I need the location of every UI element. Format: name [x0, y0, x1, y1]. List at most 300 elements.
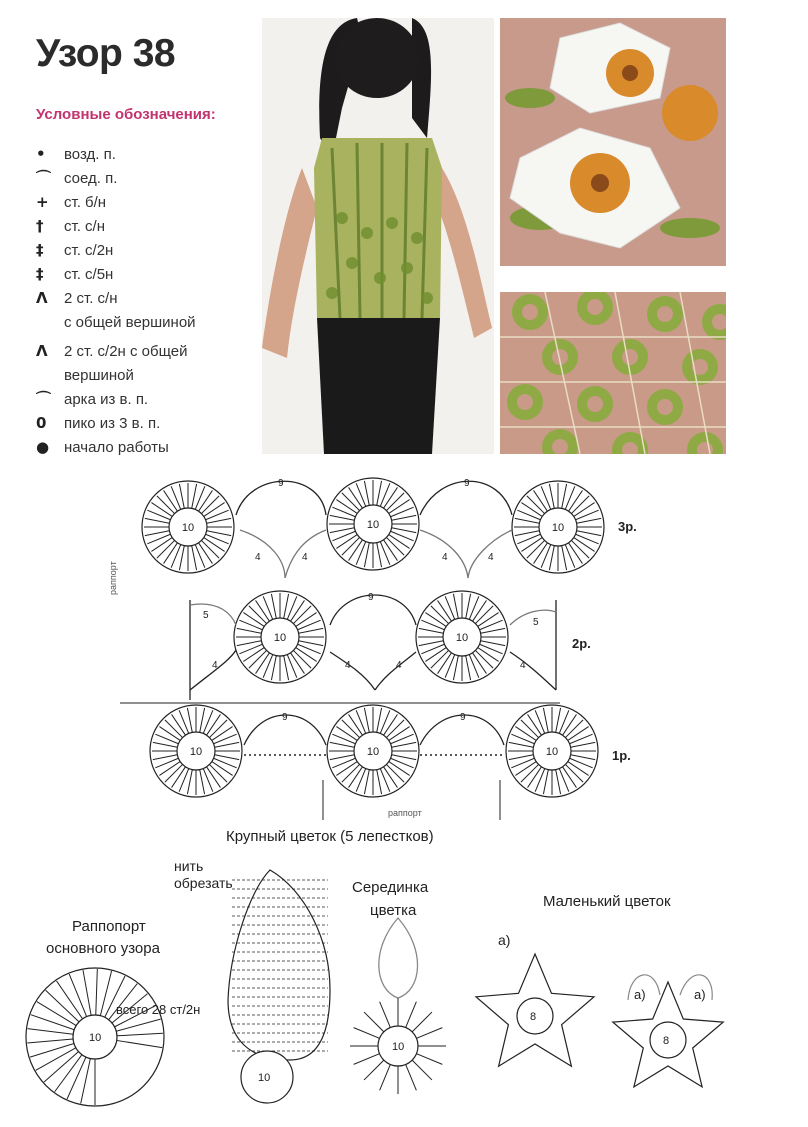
- arc-4: [510, 652, 556, 690]
- row3-motif-spoke: [330, 515, 355, 520]
- row2-motif-spoke: [431, 606, 449, 624]
- row2-motif-spoke: [445, 596, 455, 619]
- row3-motif-spoke: [151, 538, 172, 552]
- legend-item-label: арка из в. п.: [64, 391, 149, 408]
- row1-motif-spoke: [380, 710, 390, 733]
- row3-motif-spoke: [349, 487, 363, 508]
- arc-4-label: 4: [345, 660, 351, 671]
- center-ring-label: 10: [392, 1041, 405, 1053]
- row2-motif-spoke: [478, 648, 499, 662]
- row1-motif-spoke: [528, 714, 542, 735]
- picot-icon: 0: [36, 414, 47, 432]
- row1-motif-spoke: [153, 742, 178, 747]
- row1-motif-spoke: [200, 770, 205, 795]
- row1-motif-spoke: [187, 708, 192, 733]
- row3-motif-spoke: [534, 490, 548, 511]
- row2-motif-spoke: [263, 655, 273, 678]
- row3-motif-spoke: [164, 490, 178, 511]
- row3-motif-spoke: [534, 543, 548, 564]
- row1-motif-spoke: [521, 720, 539, 738]
- row3-motif-spoke: [195, 486, 205, 509]
- row2-motif-spoke: [473, 653, 487, 674]
- arc-9-label: 9: [368, 592, 374, 603]
- row3-motif-spoke: [199, 543, 213, 564]
- row1-motif-spoke: [384, 767, 398, 788]
- cut-thread-label-2: обрезать: [174, 875, 233, 891]
- row3-motif-spoke: [541, 545, 551, 568]
- row2-motif-spoke: [296, 613, 317, 627]
- row1-motif-spoke: [356, 710, 366, 733]
- row1-motif-spoke: [342, 720, 360, 738]
- row2-motif-spoke: [419, 641, 444, 646]
- row2-motif-spoke: [475, 606, 493, 624]
- row1-motif-spoke: [207, 714, 221, 735]
- row3-motif-spoke: [336, 500, 357, 514]
- row2-motif-spoke: [243, 613, 264, 627]
- center-spoke: [354, 1054, 380, 1065]
- center-spoke: [412, 1060, 432, 1080]
- row1-motif-spoke: [565, 764, 583, 782]
- row2-motif-spoke: [237, 628, 262, 633]
- row1-motif-spoke: [515, 727, 536, 741]
- row1-motif-spoke: [212, 727, 233, 741]
- row1-motif-label: 10: [366, 746, 380, 758]
- rapport-label-horizontal: раппорт: [388, 808, 422, 818]
- arc-9-label: 9: [464, 478, 470, 489]
- row3-motif-spoke: [577, 531, 602, 536]
- row1-motif-spoke: [179, 710, 189, 733]
- variant-a-label-2: а): [634, 987, 646, 1002]
- row1-motif-spoke: [392, 755, 417, 760]
- row3-motif-spoke: [380, 483, 390, 506]
- row1-motif-spoke: [511, 758, 534, 768]
- row1-motif-spoke: [511, 734, 534, 744]
- row2-motif-spoke: [453, 656, 458, 681]
- row2-motif-spoke: [263, 596, 273, 619]
- row3-motif-spoke: [384, 487, 398, 508]
- row3-motif-spoke: [164, 543, 178, 564]
- fan-spoke: [31, 1015, 74, 1030]
- row3-motif-spoke: [392, 528, 417, 533]
- row2-motif-spoke: [298, 644, 321, 654]
- row1-motif-spoke: [535, 710, 545, 733]
- row1-motif-spoke: [386, 720, 404, 738]
- row2-motif-spoke: [239, 620, 262, 630]
- row1-motif-spoke: [391, 734, 414, 744]
- double-treble-icon: ‡: [36, 241, 44, 259]
- arc-4-label: 4: [212, 660, 218, 671]
- row2-motif-spoke: [298, 620, 321, 630]
- row2-motif-spoke: [466, 656, 471, 681]
- row2-motif-spoke: [425, 613, 446, 627]
- arc-4-label: 4: [520, 660, 526, 671]
- row1-motif-spoke: [556, 770, 561, 795]
- row1-motif-spoke: [215, 755, 240, 760]
- row3-motif-spoke: [171, 486, 181, 509]
- row1-motif-spoke: [389, 727, 410, 741]
- fan-ring-label: 10: [89, 1032, 102, 1044]
- row1-motif-spoke: [568, 762, 589, 776]
- row1-motif-spoke: [203, 769, 213, 792]
- row2-motif-spoke: [271, 594, 276, 619]
- row2-motif-spoke: [293, 650, 311, 668]
- row3-motif-spoke: [332, 531, 355, 541]
- row2-motif-spoke: [466, 594, 471, 619]
- row2-motif-spoke: [475, 650, 493, 668]
- row1-motif-spoke: [364, 708, 369, 733]
- row1-motif-spoke: [571, 755, 596, 760]
- row2-motif-spoke: [473, 600, 487, 621]
- row1-motif-spoke: [165, 764, 183, 782]
- row3-motif-spoke: [332, 507, 355, 517]
- row1-motif-spoke: [377, 708, 382, 733]
- row3-motif-spoke: [192, 546, 197, 571]
- row3-motif-spoke: [549, 546, 554, 571]
- center-spoke: [380, 1064, 391, 1090]
- single-crochet-icon: +: [36, 193, 49, 211]
- row-3-label: 3р.: [618, 519, 637, 534]
- row1-motif-spoke: [515, 762, 536, 776]
- row1-motif-spoke: [332, 758, 355, 768]
- row1-motif-spoke: [332, 734, 355, 744]
- center-title-2: цветка: [370, 902, 417, 919]
- row1-motif-spoke: [187, 770, 192, 795]
- row3-motif-spoke: [565, 545, 575, 568]
- row1-motif-spoke: [179, 769, 189, 792]
- row1-motif-spoke: [563, 714, 577, 735]
- row3-motif-spoke: [577, 518, 602, 523]
- row1-motif-spoke: [559, 769, 569, 792]
- row3-motif-spoke: [392, 515, 417, 520]
- fan-spoke: [100, 971, 111, 1016]
- row2-motif-spoke: [237, 641, 262, 646]
- row3-motif-spoke: [569, 543, 583, 564]
- row1-motif-spoke: [556, 708, 561, 733]
- arc-4-label: 4: [442, 552, 448, 563]
- row3-motif-spoke: [549, 484, 554, 509]
- slip-stitch-icon: ⌒: [36, 169, 52, 187]
- row3-motif-spoke: [179, 546, 184, 571]
- row3-motif-spoke: [515, 531, 540, 536]
- row2-motif-spoke: [293, 606, 311, 624]
- row3-motif-spoke: [377, 481, 382, 506]
- row3-motif-spoke: [201, 540, 219, 558]
- row2-motif-spoke: [478, 613, 499, 627]
- row3-motif-spoke: [569, 490, 583, 511]
- row2-motif-spoke: [271, 656, 276, 681]
- legend-item-label-cont: вершиной: [64, 367, 134, 384]
- row1-motif-spoke: [203, 710, 213, 733]
- row3-motif-spoke: [517, 510, 540, 520]
- row2-motif-spoke: [239, 644, 262, 654]
- row2-motif-spoke: [419, 628, 444, 633]
- fan-spoke: [96, 969, 98, 1015]
- row3-motif-spoke: [195, 545, 205, 568]
- row3-motif-spoke: [342, 493, 360, 511]
- row1-motif-spoke: [155, 734, 178, 744]
- row2-motif-spoke: [469, 655, 479, 678]
- row1-motif-spoke: [356, 769, 366, 792]
- fan-spoke: [30, 1044, 74, 1058]
- row1-motif-spoke: [570, 758, 593, 768]
- rapport-label-vertical: раппорт: [108, 561, 118, 595]
- legend-item-label: 2 ст. с/н: [64, 290, 118, 307]
- row3-motif-spoke: [207, 518, 232, 523]
- row1-motif-spoke: [543, 708, 548, 733]
- row2-motif-spoke: [249, 650, 267, 668]
- row3-motif-spoke: [342, 537, 360, 555]
- row3-motif-spoke: [562, 546, 567, 571]
- row3-motif-spoke: [199, 490, 213, 511]
- row3-motif-spoke: [364, 543, 369, 568]
- row-1-label: 1р.: [612, 748, 631, 763]
- row3-motif-label: 10: [366, 519, 380, 531]
- row1-motif-spoke: [349, 714, 363, 735]
- row1-motif-spoke: [509, 755, 534, 760]
- row2-motif-spoke: [438, 653, 452, 674]
- legend-item-label: ст. с/5н: [64, 266, 114, 283]
- arc-9-label: 9: [278, 478, 284, 489]
- row1-motif-spoke: [155, 758, 178, 768]
- row1-motif-label: 10: [189, 746, 203, 758]
- rapport-title-1: Раппопорт: [72, 918, 146, 935]
- arc-9-label: 9: [460, 712, 466, 723]
- row1-motif-spoke: [386, 764, 404, 782]
- small-flower-b-label: 8: [663, 1035, 670, 1047]
- legend-item-label: ст. б/н: [64, 194, 107, 211]
- legend-item-label-cont: с общей вершиной: [64, 314, 196, 331]
- row3-motif-spoke: [571, 496, 589, 514]
- row1-motif-spoke: [159, 762, 180, 776]
- row1-motif-spoke: [212, 762, 233, 776]
- fan-spoke: [117, 1040, 162, 1047]
- row1-motif-spoke: [165, 720, 183, 738]
- row1-motif-spoke: [207, 767, 221, 788]
- large-flower-title: Крупный цветок (5 лепестков): [226, 828, 434, 845]
- total-stitches-label: всего 28 ст/2н: [116, 1002, 201, 1017]
- row1-motif-spoke: [336, 727, 357, 741]
- row1-motif-spoke: [380, 769, 390, 792]
- start-dot-icon: ●: [36, 438, 50, 456]
- row2-motif-spoke: [249, 606, 267, 624]
- row3-motif-spoke: [562, 484, 567, 509]
- row1-motif-spoke: [172, 767, 186, 788]
- row3-motif-spoke: [574, 503, 595, 517]
- row3-motif-spoke: [145, 531, 170, 536]
- double-crochet-icon: †: [36, 217, 44, 235]
- center-spoke: [416, 1054, 442, 1065]
- row1-motif-spoke: [336, 762, 357, 776]
- cut-thread-label-1: нить: [174, 858, 204, 874]
- row1-motif-spoke: [570, 734, 593, 744]
- tr2tog-icon: Ʌ: [36, 342, 48, 360]
- row1-motif-spoke: [565, 720, 583, 738]
- row2-motif-spoke: [287, 596, 297, 619]
- row1-motif-spoke: [153, 755, 178, 760]
- row1-motif-spoke: [159, 727, 180, 741]
- fan-spoke: [117, 1033, 163, 1036]
- arc-5-label: 5: [203, 610, 209, 621]
- row3-motif-spoke: [356, 542, 366, 565]
- row1-motif-spoke: [215, 742, 240, 747]
- row3-motif-spoke: [179, 484, 184, 509]
- arc-4-label: 4: [488, 552, 494, 563]
- row1-motif-spoke: [384, 714, 398, 735]
- row3-motif-spoke: [192, 484, 197, 509]
- row2-motif-spoke: [445, 655, 455, 678]
- row3-motif-spoke: [521, 503, 542, 517]
- row3-motif-spoke: [206, 534, 229, 544]
- row2-motif-spoke: [284, 656, 289, 681]
- legend-item-label: ст. с/2н: [64, 242, 114, 259]
- row2-motif-spoke: [284, 594, 289, 619]
- center-spoke: [354, 1028, 380, 1039]
- center-title-1: Серединка: [352, 879, 429, 896]
- row2-motif-spoke: [296, 648, 317, 662]
- row1-motif-spoke: [543, 770, 548, 795]
- row3-motif-spoke: [206, 510, 229, 520]
- row1-motif-spoke: [392, 742, 417, 747]
- row1-motif-spoke: [364, 770, 369, 795]
- row3-motif-spoke: [521, 538, 542, 552]
- row3-motif-spoke: [330, 528, 355, 533]
- center-spoke: [380, 1002, 391, 1028]
- arc-5: [190, 604, 236, 625]
- row2-motif-label: 10: [455, 632, 469, 644]
- row3-motif-spoke: [201, 496, 219, 514]
- row3-motif-spoke: [517, 534, 540, 544]
- row2-motif-spoke: [438, 600, 452, 621]
- row3-motif-spoke: [571, 540, 589, 558]
- legend-item-label: соед. п.: [64, 170, 118, 187]
- arc-4: [330, 652, 375, 690]
- row1-motif-spoke: [342, 764, 360, 782]
- row3-motif-spoke: [157, 540, 175, 558]
- row3-motif-spoke: [389, 500, 410, 514]
- arc-5-label: 5: [533, 617, 539, 628]
- row1-motif-spoke: [172, 714, 186, 735]
- row3-motif-spoke: [377, 543, 382, 568]
- dc2tog-icon: Ʌ: [36, 289, 48, 307]
- row1-motif-spoke: [209, 764, 227, 782]
- arc-4-label: 4: [302, 552, 308, 563]
- row3-motif-spoke: [391, 531, 414, 541]
- center-spoke: [406, 1002, 417, 1028]
- row1-motif-spoke: [535, 769, 545, 792]
- row1-motif-spoke: [330, 742, 355, 747]
- row1-motif-spoke: [568, 727, 589, 741]
- row2-motif-spoke: [299, 641, 324, 646]
- row3-motif-spoke: [380, 542, 390, 565]
- row3-motif-spoke: [384, 540, 398, 561]
- row2-motif-spoke: [291, 600, 305, 621]
- fan-spoke: [116, 1019, 160, 1031]
- row3-motif-spoke: [151, 503, 172, 517]
- row2-motif-spoke: [287, 655, 297, 678]
- fan-spoke: [28, 1029, 74, 1035]
- row3-motif-spoke: [515, 518, 540, 523]
- row1-motif-spoke: [559, 710, 569, 733]
- row2-motif-spoke: [425, 648, 446, 662]
- center-spoke: [412, 1012, 432, 1032]
- row-2-label: 2р.: [572, 636, 591, 651]
- row2-motif-spoke: [421, 644, 444, 654]
- row3-motif-spoke: [565, 486, 575, 509]
- row1-motif-spoke: [330, 755, 355, 760]
- rapport-title-2: основного узора: [46, 940, 160, 957]
- row3-motif-spoke: [171, 545, 181, 568]
- row3-motif-label: 10: [551, 522, 565, 534]
- arc-4-label: 4: [396, 660, 402, 671]
- dot-icon: •: [36, 145, 46, 163]
- legend-item-label: ст. с/н: [64, 218, 105, 235]
- page-title: Узор 38: [36, 32, 176, 75]
- row3-motif-label: 10: [181, 522, 195, 534]
- row2-motif-spoke: [256, 653, 270, 674]
- row3-motif-spoke: [574, 538, 595, 552]
- legend-item-label: начало работы: [64, 439, 169, 456]
- row2-motif-spoke: [453, 594, 458, 619]
- row3-motif-spoke: [386, 537, 404, 555]
- row3-motif-spoke: [349, 540, 363, 561]
- row3-motif-spoke: [157, 496, 175, 514]
- row1-motif-spoke: [349, 767, 363, 788]
- row2-motif-spoke: [291, 653, 305, 674]
- row3-motif-spoke: [386, 493, 404, 511]
- row2-motif-spoke: [431, 650, 449, 668]
- row1-motif-spoke: [389, 762, 410, 776]
- row3-motif-spoke: [145, 518, 170, 523]
- row3-motif-spoke: [207, 531, 232, 536]
- row2-motif-spoke: [243, 648, 264, 662]
- fan-spoke: [27, 1039, 73, 1043]
- row2-motif-label: 10: [273, 632, 287, 644]
- fan-spoke: [69, 974, 86, 1017]
- row1-motif-spoke: [571, 742, 596, 747]
- petal-outline: [228, 870, 330, 1060]
- legend-item-label: 2 ст. с/2н с общей: [64, 343, 188, 360]
- row3-motif-spoke: [576, 510, 599, 520]
- row3-motif-spoke: [576, 534, 599, 544]
- row3-motif-spoke: [336, 535, 357, 549]
- arc-4: [240, 530, 285, 578]
- row1-motif-spoke: [377, 770, 382, 795]
- small-flower-a-label: 8: [530, 1011, 537, 1023]
- variant-a-label-3: а): [694, 987, 706, 1002]
- center-spoke: [416, 1028, 442, 1039]
- row1-motif-spoke: [200, 708, 205, 733]
- row2-motif-spoke: [480, 644, 503, 654]
- row2-motif-spoke: [421, 620, 444, 630]
- petal-ring-label: 10: [258, 1072, 271, 1084]
- row2-motif-spoke: [481, 628, 506, 633]
- row1-motif-label: 10: [545, 746, 559, 758]
- legend-item-label: пико из 3 в. п.: [64, 415, 161, 432]
- row3-motif-spoke: [356, 483, 366, 506]
- legend-title: Условные обозначения:: [36, 106, 216, 123]
- row3-motif-spoke: [364, 481, 369, 506]
- row2-motif-spoke: [481, 641, 506, 646]
- arc-9-label: 9: [282, 712, 288, 723]
- row3-motif-spoke: [527, 540, 545, 558]
- row1-motif-spoke: [563, 767, 577, 788]
- legend-item-label: возд. п.: [64, 146, 116, 163]
- row1-motif-spoke: [509, 742, 534, 747]
- row3-motif-spoke: [389, 535, 410, 549]
- fan-spoke: [83, 970, 91, 1015]
- row2-motif-spoke: [469, 596, 479, 619]
- center-spoke: [364, 1060, 384, 1080]
